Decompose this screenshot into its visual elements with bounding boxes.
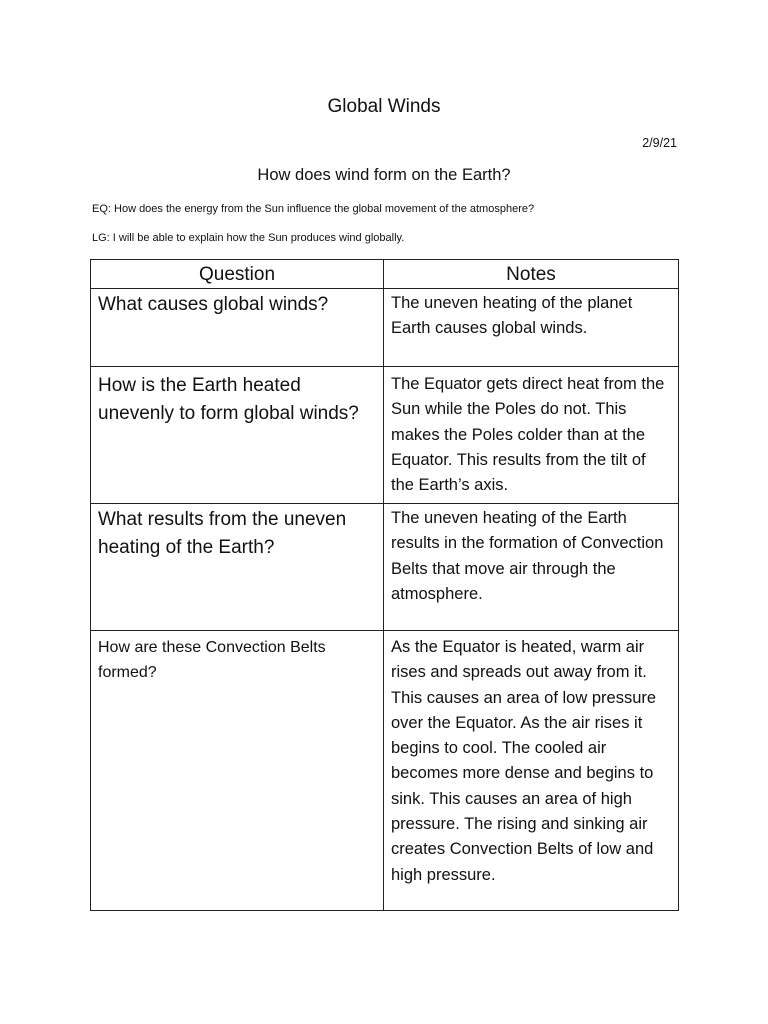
table-row — [91, 631, 679, 911]
table-row — [91, 504, 679, 631]
table-row — [91, 367, 679, 504]
table-row — [91, 289, 679, 367]
notes-cell: The Equator gets direct heat from the Sun while the Poles do not. This makes the Poles colder than at the Equator. This results from the tilt of the Earth’s axis. — [384, 367, 679, 504]
document-title: Global Winds — [327, 96, 441, 117]
question-cell: How are these Convection Belts formed? — [91, 631, 384, 911]
question-cell: What causes global winds? — [91, 289, 384, 367]
document-date: 2/9/21 — [642, 136, 677, 150]
table-header-row — [91, 260, 679, 289]
essential-question: EQ: How does the energy from the Sun influence the global movement of the atmosphere? — [92, 203, 535, 215]
notes-cell: The uneven heating of the Earth results in the formation of Convection Belts that move air through the atmosphere. — [384, 504, 679, 631]
question-column-header: Question — [91, 260, 384, 289]
notes-cell: The uneven heating of the planet Earth causes global winds. — [384, 289, 679, 367]
notes-cell: As the Equator is heated, warm air rises and spreads out away from it. This causes an area of low pressure over the Equator. As the air rises it begins to cool. The cooled air becomes more dense and begins to sink. This causes an area of high pressure. The rising and sinking air creates Convection Belts of low and high pressure. — [384, 631, 679, 911]
question-cell: How is the Earth heated unevenly to form global winds? — [91, 367, 384, 504]
notes-column-header: Notes — [384, 260, 679, 289]
notes-table — [90, 259, 679, 911]
question-cell: What results from the uneven heating of the Earth? — [91, 504, 384, 631]
learning-goal: LG: I will be able to explain how the Sun produces wind globally. — [92, 232, 405, 244]
document-subtitle: How does wind form on the Earth? — [257, 166, 511, 184]
